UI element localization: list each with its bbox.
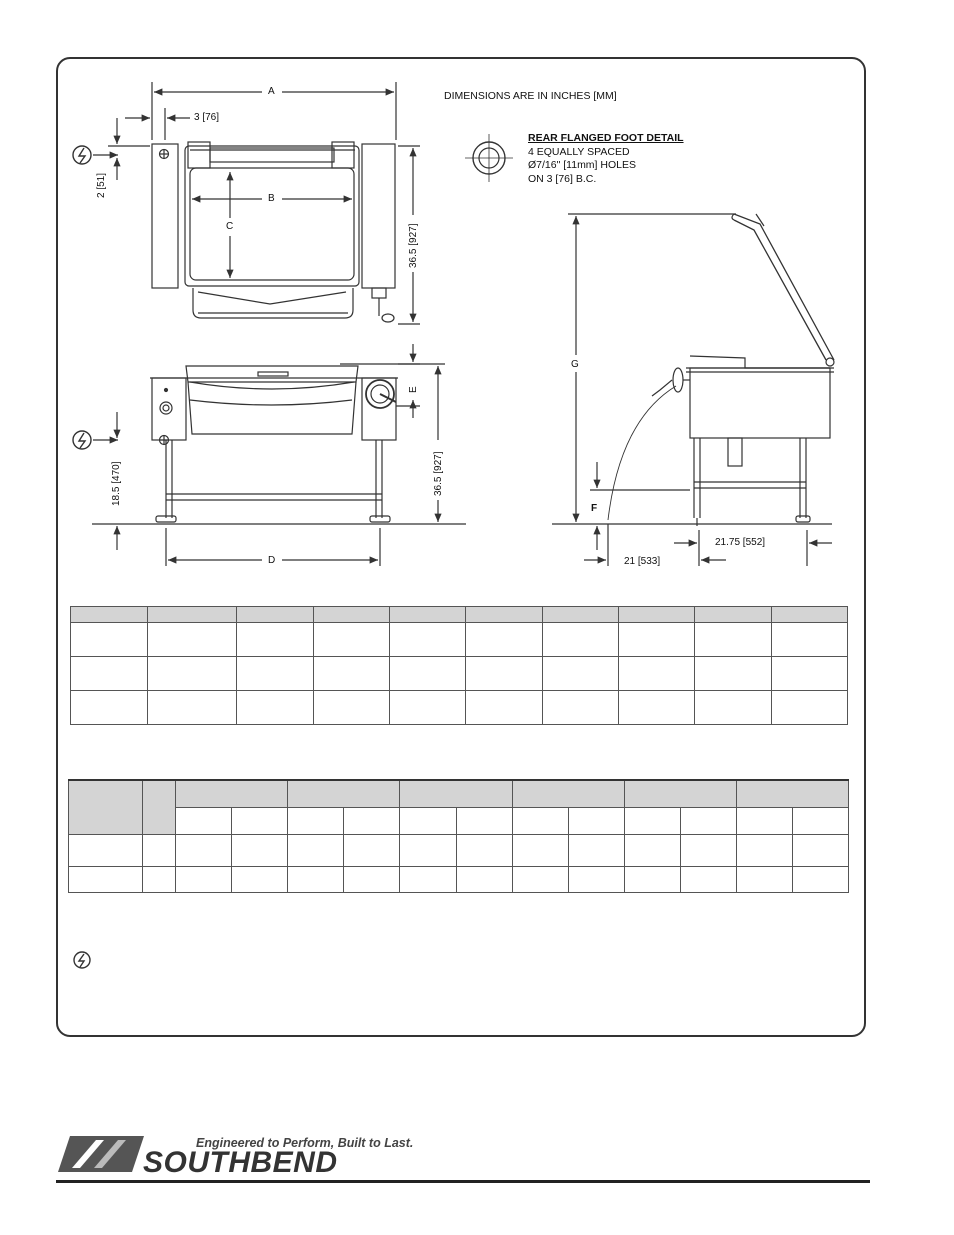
dim-label-c: C <box>226 221 234 232</box>
dim-label-f: F <box>591 503 598 514</box>
foot-detail-line3: ON 3 [76] B.C. <box>528 172 597 185</box>
table-row <box>69 834 849 866</box>
dim-label-e: E <box>408 386 419 393</box>
foot-detail-title: REAR FLANGED FOOT DETAIL <box>528 132 684 144</box>
electrical-symbol-icon <box>73 146 118 164</box>
electrical-symbol-icon <box>73 431 118 449</box>
dim-label-d: D <box>268 555 276 566</box>
dim-label-2: 2 [51] <box>96 172 107 198</box>
spec-table-2 <box>68 779 849 893</box>
table-row <box>71 691 848 725</box>
table-row <box>71 657 848 691</box>
top-view-drawing <box>108 82 420 324</box>
table-subheader-row <box>69 807 849 834</box>
dim-label-21: 21 [533] <box>624 556 661 567</box>
brand-tagline: Engineered to Perform, Built to Last. <box>196 1136 414 1150</box>
table-row <box>69 866 849 892</box>
foot-detail-line2: Ø7/16" [11mm] HOLES <box>528 159 636 171</box>
dim-label-36-5-front: 36.5 [927] <box>433 451 444 496</box>
dim-label-a: A <box>268 86 275 97</box>
table-row <box>71 623 848 657</box>
foot-detail-line1: 4 EQUALLY SPACED <box>528 145 630 158</box>
electrical-note-icon <box>72 950 92 970</box>
front-view-drawing <box>92 344 466 566</box>
foot-detail-drawing <box>465 134 513 182</box>
dimensions-note: DIMENSIONS ARE IN INCHES [MM] <box>444 90 617 102</box>
technical-drawings <box>0 0 954 600</box>
dim-label-b: B <box>268 193 275 204</box>
footer-rule <box>56 1180 870 1183</box>
table-header-row <box>69 780 849 807</box>
dim-label-18-5: 18.5 [470] <box>111 461 122 506</box>
dim-label-36-5-top: 36.5 [927] <box>408 223 419 268</box>
table-header-row <box>71 607 848 623</box>
spec-table-1 <box>70 606 848 725</box>
dim-label-21-75: 21.75 [552] <box>715 537 766 548</box>
brand-name: SOUTHBEND <box>143 1146 338 1179</box>
southbend-logo-icon <box>58 1136 144 1172</box>
dim-label-g: G <box>571 359 579 370</box>
dim-label-3: 3 [76] <box>194 112 220 123</box>
